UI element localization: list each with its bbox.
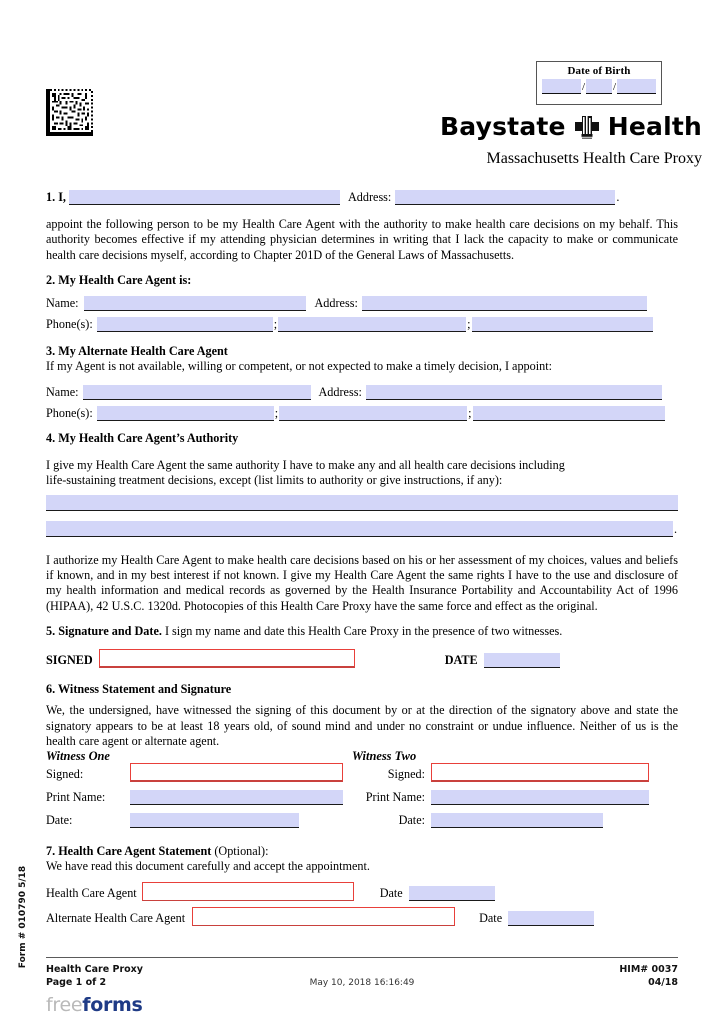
- hospital-cross-icon: [574, 114, 600, 140]
- witness-one-signature-field[interactable]: [130, 763, 343, 782]
- agent-name-label: Name:: [46, 296, 79, 311]
- witness-two-date-field[interactable]: [431, 813, 603, 828]
- section7-alternate-signature-field[interactable]: [192, 907, 455, 926]
- footer-right: [619, 964, 678, 989]
- footer-revision-date: 04/18: [648, 976, 678, 988]
- section7-intro: We have read this document carefully and accept the appointment.: [46, 858, 370, 873]
- section4-line1: I give my Health Care Agent the same authority I have to make any and all health care decisions including: [46, 458, 565, 473]
- datamatrix-barcode-icon: [46, 89, 93, 136]
- section3-intro: If my Agent is not available, willing or competent, or not expected to make a timely decision, I appoint:: [46, 359, 552, 374]
- witness-two-print-name-field[interactable]: [431, 790, 649, 805]
- alternate-name-label: Name:: [46, 384, 79, 399]
- section3-phones-row: [46, 406, 678, 421]
- section1-address-label: Address:: [347, 190, 392, 204]
- alternate-name-field[interactable]: [83, 385, 311, 400]
- witness-signed-row: [46, 763, 678, 782]
- agent-address-label: Address:: [314, 296, 358, 311]
- section5-heading-bold: 5. Signature and Date.: [46, 623, 162, 638]
- agent-phones-label: Phone(s):: [46, 317, 93, 332]
- agent-phone-1-field[interactable]: [97, 317, 273, 332]
- section7-alternate-date-label: Date: [479, 910, 503, 925]
- section7-agent-date-field[interactable]: [409, 886, 495, 901]
- form-code-vertical: Form # 010790 5/18: [18, 865, 28, 969]
- alternate-phone-sep-2: ;: [468, 405, 472, 420]
- alternate-phone-2-field[interactable]: [279, 406, 467, 421]
- witness-one-signed-label: Signed:: [46, 766, 84, 781]
- alternate-phone-1-field[interactable]: [97, 406, 274, 421]
- section1-trailing-punct: .: [616, 190, 620, 204]
- witness-one-title: Witness One: [46, 749, 110, 764]
- section7-heading-rest: (Optional):: [211, 843, 269, 858]
- section7-alternate-date-field[interactable]: [508, 911, 594, 926]
- date-of-birth-inputs: [537, 79, 661, 94]
- witness-two-signature-field[interactable]: [431, 763, 649, 782]
- section7-alternate-label: Alternate Health Care Agent: [46, 911, 186, 926]
- section1-paragraph: appoint the following person to be my Health Care Agent with the authority to make health care decisions on my behalf. This authority becomes effective if my attending physician determines in writing that I lack the capacity to make or communicate health care decisions myself, according to Chapter 201D of the General Laws of Massachusetts.: [46, 217, 678, 262]
- dob-separator-2: /: [612, 81, 617, 93]
- section1-number-label: 1. I,: [46, 190, 66, 204]
- section4-limits-line-1[interactable]: [46, 495, 678, 511]
- freeforms-logo: [46, 994, 143, 1016]
- form-body: [46, 190, 678, 926]
- brand-word-baystate: Baystate: [440, 112, 566, 141]
- section3-name-row: [46, 385, 678, 400]
- witness-date-row: [46, 813, 678, 828]
- signature-field[interactable]: [99, 649, 355, 668]
- dob-month-field[interactable]: [542, 79, 581, 94]
- section3-heading: 3. My Alternate Health Care Agent: [46, 344, 228, 359]
- agent-name-field[interactable]: [84, 296, 306, 311]
- agent-phone-2-field[interactable]: [278, 317, 466, 332]
- section2-name-row: [46, 296, 678, 311]
- signature-date-field[interactable]: [484, 653, 560, 668]
- section7-agent-signature-field[interactable]: [142, 882, 354, 901]
- baystate-health-logo: [440, 112, 702, 141]
- section4-trailing-punct: .: [673, 521, 677, 536]
- alternate-phone-3-field[interactable]: [473, 406, 665, 421]
- alternate-address-field[interactable]: [366, 385, 662, 400]
- declarant-address-field[interactable]: [395, 190, 615, 205]
- footer-doc-name: Health Care Proxy: [46, 964, 143, 975]
- section7-agent-date-label: Date: [379, 885, 403, 900]
- agent-phone-3-field[interactable]: [472, 317, 653, 332]
- witness-two-date-label: Date:: [398, 812, 425, 827]
- alternate-phone-sep-1: ;: [274, 405, 279, 420]
- section4-limits-row-2: [46, 521, 678, 537]
- alternate-phones-label: Phone(s):: [46, 405, 93, 420]
- freeforms-logo-forms: forms: [82, 994, 143, 1016]
- footer-him-number: HIM# 0037: [619, 964, 678, 975]
- section5-heading: [46, 624, 678, 639]
- section2-phones-row: [46, 317, 678, 332]
- witness-two-title: Witness Two: [352, 749, 417, 764]
- dob-separator-1: /: [581, 81, 586, 93]
- section7-agent-row: [46, 882, 678, 901]
- witness-one-date-field[interactable]: [130, 813, 299, 828]
- section7-agent-label: Health Care Agent: [46, 886, 137, 901]
- footer-divider: [46, 957, 678, 958]
- section4-heading: 4. My Health Care Agent’s Authority: [46, 430, 239, 445]
- alternate-address-label: Address:: [318, 384, 362, 399]
- footer-timestamp: May 10, 2018 16:16:49: [309, 978, 415, 988]
- dob-day-field[interactable]: [586, 79, 612, 94]
- witness-print-name-row: [46, 790, 678, 805]
- section6-heading: 6. Witness Statement and Signature: [46, 682, 232, 697]
- section7-heading-bold: 7. Health Care Agent Statement: [46, 843, 212, 858]
- witness-two-signed-label: Signed:: [387, 766, 425, 781]
- witness-one-print-name-label: Print Name:: [46, 789, 106, 804]
- section7-heading: [46, 844, 678, 859]
- agent-address-field[interactable]: [362, 296, 647, 311]
- section4-paragraph: I authorize my Health Care Agent to make health care decisions based on his or her assessment of my choices, values and beliefs if known, and in my best interest if not known. I give my Health Care Agent the same rights I have to the use and disclosure of my health information and medical records as governed by the Health Insurance Portability and Accountability Act of 1996 (HIPAA), 42 U.S.C. 1320d. Photocopies of this Health Care Proxy have the same force and effect as the original.: [46, 552, 678, 613]
- declarant-name-field[interactable]: [69, 190, 340, 205]
- section7-alternate-row: [46, 907, 678, 926]
- section4-line2: life-sustaining treatment decisions, except (list limits to authority or give instructions, if any):: [46, 473, 503, 488]
- date-of-birth-label: Date of Birth: [567, 65, 631, 77]
- date-of-birth-box: [536, 61, 662, 105]
- section6-paragraph: We, the undersigned, have witnessed the signing of this document by or at the direction of the signatory above and state the signatory appears to be at least 18 years old, of sound mind and under no constraint or undue influence. Neither of us is the health care agent or alternate agent.: [46, 703, 678, 749]
- agent-phone-sep-2: ;: [467, 317, 471, 332]
- brand-word-health: Health: [607, 112, 702, 141]
- section4-limits-line-2[interactable]: [46, 521, 673, 537]
- footer-page-number: Page 1 of 2: [46, 976, 107, 988]
- freeforms-logo-free: free: [46, 994, 83, 1016]
- section2-heading: 2. My Health Care Agent is:: [46, 272, 192, 287]
- page-title: Massachusetts Health Care Proxy: [486, 150, 702, 167]
- agent-phone-sep-1: ;: [273, 317, 278, 332]
- signature-date-label: DATE: [444, 653, 478, 668]
- signed-label: SIGNED: [46, 653, 93, 668]
- section1-identity-row: [46, 190, 678, 205]
- section5-signature-row: [46, 649, 678, 668]
- witness-one-print-name-field[interactable]: [130, 790, 343, 805]
- witness-two-print-name-label: Print Name:: [365, 789, 425, 804]
- section5-heading-rest: I sign my name and date this Health Care Proxy in the presence of two witnesses.: [161, 623, 563, 638]
- dob-year-field[interactable]: [617, 79, 656, 94]
- witness-one-date-label: Date:: [46, 812, 73, 827]
